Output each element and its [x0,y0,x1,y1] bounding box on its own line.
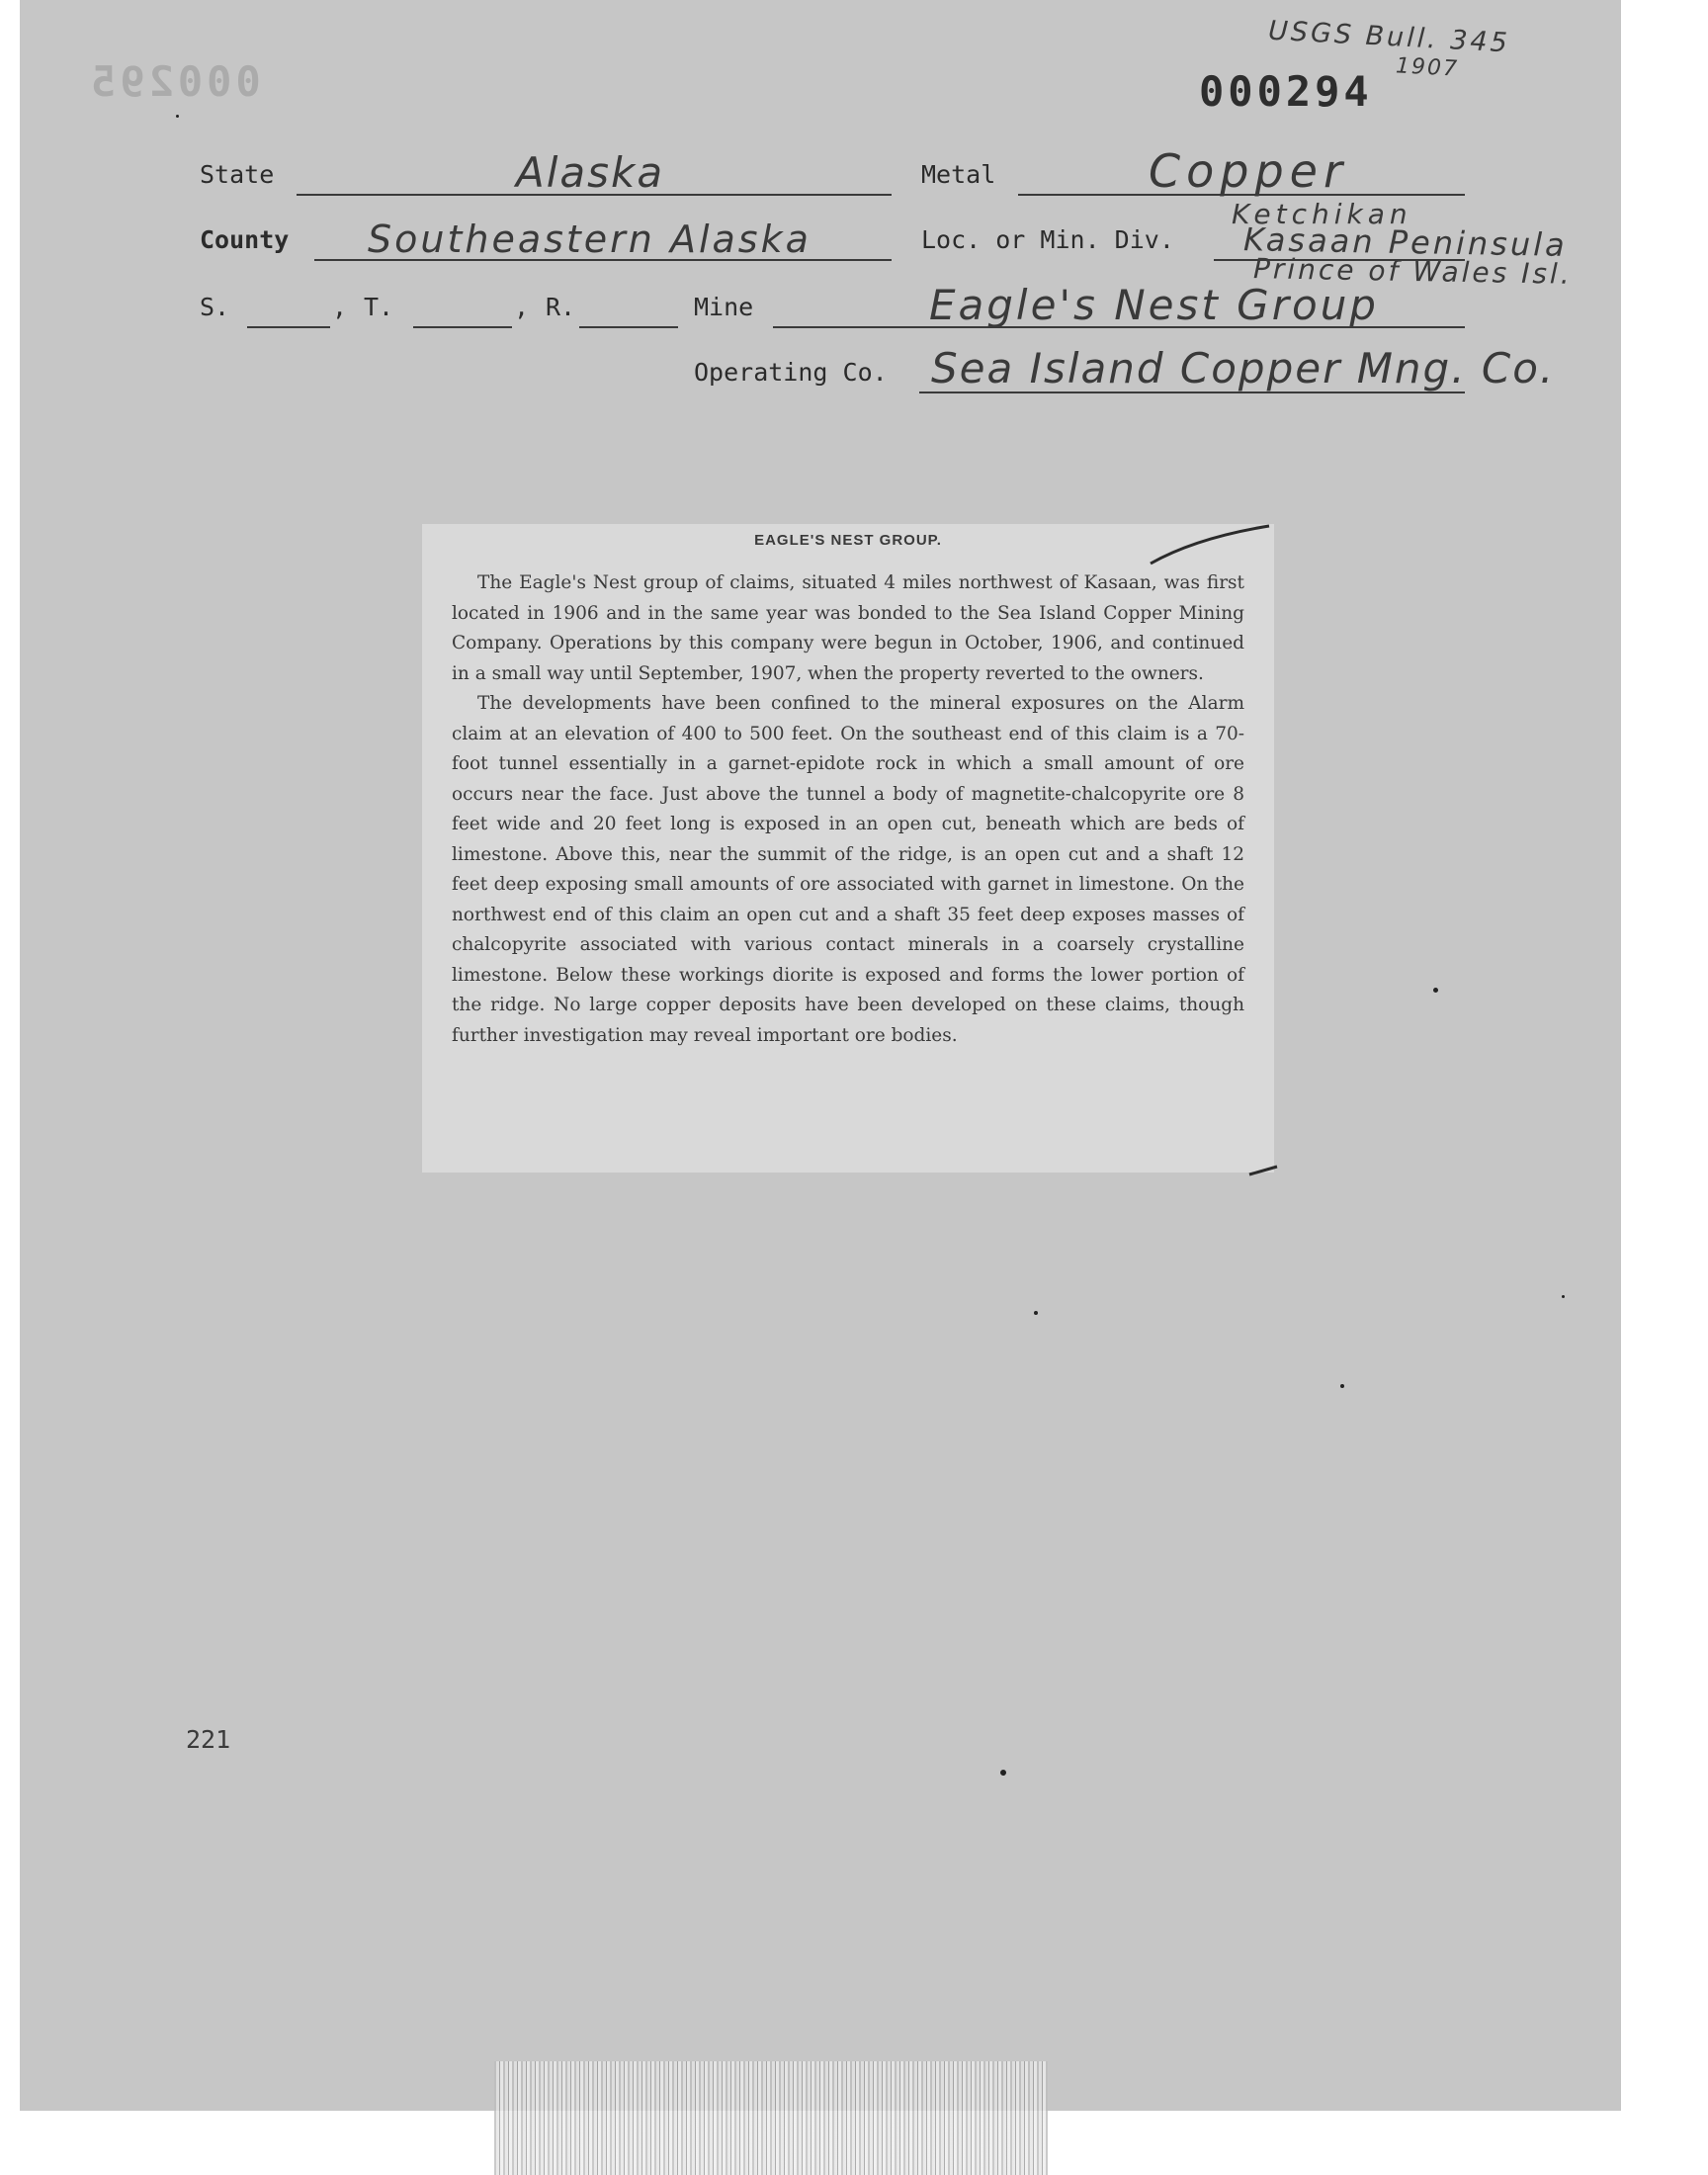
loc-value-top: Ketchikan [1232,198,1412,230]
state-label: State [200,160,275,189]
scan-speck [1433,988,1438,993]
state-value: Alaska [516,148,665,197]
reference-note: USGS Bull. 345 [1267,15,1511,59]
range-label: R. [546,293,576,321]
scan-speck [176,115,179,118]
stamp-number: 000294 [1199,67,1373,116]
text-clipping [422,524,1274,1173]
loc-value-main: Kasaan Peninsula [1242,220,1568,264]
scan-speck [1340,1384,1344,1388]
scan-speck [1562,1295,1565,1298]
loc-value-bottom: Prince of Wales Isl. [1252,252,1573,291]
mine-label: Mine [694,293,754,321]
clipping-paragraph-1: The Eagle's Nest group of claims, situated 4 miles northwest of Kasaan, was first located in 1906 and in the same year was bonded to the Sea Island Copper Mining Company. Operations by this company were begun in October, 1906, and continued in a small way until September, 1907, when the property reverted to the owners. [452,572,1244,684]
reference-year: 1907 [1395,53,1460,82]
operating-value: Sea Island Copper Mng. Co. [931,344,1556,392]
clipping-corner-mark [1247,1159,1281,1178]
operating-label: Operating Co. [694,358,888,387]
scan-speck [1034,1311,1038,1315]
section-label: S. [200,293,230,321]
pen-tick-mark [1147,520,1275,569]
township-label: T. [364,293,394,321]
page-number: 221 [186,1725,231,1754]
range-line [579,326,678,328]
clipping-paragraph-2: The developments have been confined to the mineral exposures on the Alarm claim at an elevation of 400 to 500 feet. On the southeast end of this claim is a 70-foot tunnel essentially in a garnet-epidote rock in which a small amount of ore occurs near the face. Just above the tunnel a body of magnetite-chalcopyrite ore 8 feet wide and 20 feet long is exposed in an open cut, beneath which are beds of limestone. Above this, near the summit of the ridge, is an open cut and a shaft 12 feet deep exposing small amounts of ore associated with garnet in limestone. On the northwest end of this claim an open cut and a shaft 35 feet deep exposes masses of chalcopyrite associated with various contact minerals in a coarsely crystalline limestone. Below these workings diorite is exposed and forms the lower portion of the ridge. No large copper deposits have been developed on these claims, though further investigation may reveal important ore bodies. [452,693,1244,1046]
scan-bleed-strip [494,2061,1048,2175]
county-label: County [200,225,290,254]
section-line [247,326,330,328]
metal-value: Copper [1149,144,1348,198]
county-value: Southeastern Alaska [368,218,811,261]
township-line [413,326,512,328]
loc-label: Loc. or Min. Div. [921,225,1174,254]
scan-speck [1000,1770,1006,1776]
metal-label: Metal [921,160,996,189]
clipping-title: EAGLE'S NEST GROUP. [754,532,942,549]
mine-value: Eagle's Nest Group [929,281,1379,329]
ghost-stamp-number: 000295 [87,57,261,106]
